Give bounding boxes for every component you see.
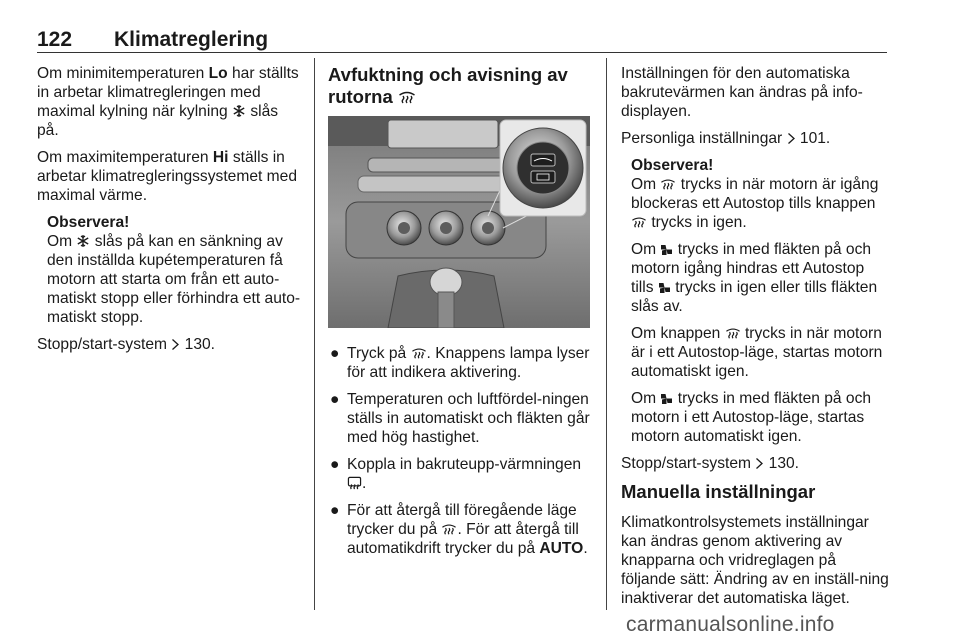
paragraph: Inställningen för den automatiska bakrutevärmen kan ändras på info-displayen. <box>621 65 863 120</box>
cross-reference[interactable]: Stopp/start-system 130. <box>37 336 216 353</box>
note-text: Om slås på kan en sänkning av den inställda kupétemperaturen få motorn att starta om från ett auto-matiskt stopp eller förhindra ett auto-matiskt stopp. <box>47 233 301 326</box>
note-title: Observera! <box>631 157 714 174</box>
note-text: Om knappen trycks in när motorn är i ett Autostop-läge, startas motorn automatiskt igen. <box>631 325 883 380</box>
page-number: 122 <box>37 28 73 51</box>
list-item: ● Tryck på . Knappens lampa lyser för att indikera aktivering. <box>330 345 590 381</box>
page-reference-arrow-icon <box>755 457 764 470</box>
climate-control-panel-photo <box>328 116 590 328</box>
note-title: Observera! <box>47 214 130 231</box>
note-text: Om trycks in med fläkten på och motorn i ett Autostop-läge, startas motorn automatiskt igen. <box>631 390 872 445</box>
paragraph: Klimatkontrolsystemets inställningar kan ändras genom aktivering av knapparna och vridreglagen på följande sätt: Ändring av en inställ-ning inaktiverar det automatiska läget. <box>621 514 889 607</box>
column-2 <box>328 64 594 566</box>
cross-reference[interactable]: Personliga inställningar 101. <box>621 130 831 147</box>
list-item: ● Koppla in bakruteupp-värmningen . <box>330 456 582 492</box>
column-divider <box>606 58 607 610</box>
column-divider <box>314 58 315 610</box>
bullet-list <box>328 344 594 558</box>
watermark-text: carmanualsonline.info <box>626 613 835 636</box>
note-box <box>631 156 889 446</box>
note-text: Om trycks in med fläkten på och motorn igång hindras ett Autostop tills trycks in igen eller tills fläkten slås av. <box>631 241 878 315</box>
snowflake-icon <box>76 234 90 248</box>
windscreen-defrost-icon <box>660 177 676 191</box>
fan-icon <box>660 243 673 256</box>
page-reference-arrow-icon <box>171 338 180 351</box>
windscreen-defrost-icon <box>725 326 741 340</box>
rear-window-defrost-icon <box>347 476 362 490</box>
paragraph: Om minimitemperaturen Lo har ställts in arbetar klimatregleringen med maximal kylning när kylning slås på. <box>37 65 299 139</box>
list-item: ● För att återgå till föregående läge trycker du på . För att återgå till automatikdrift trycker du på AUTO. <box>330 502 588 557</box>
note-box <box>47 213 303 327</box>
windscreen-defrost-icon <box>398 89 416 105</box>
chapter-title: Klimatreglering <box>114 28 269 51</box>
section-heading: Avfuktning och avisning av rutorna <box>328 64 568 107</box>
section-heading: Manuella inställningar <box>621 481 816 502</box>
note-text: Om trycks in när motorn är igång blockeras ett Autostop tills knappen trycks in igen. <box>631 176 879 231</box>
column-1 <box>37 64 303 362</box>
column-3 <box>621 64 889 616</box>
windscreen-defrost-icon <box>441 522 457 536</box>
cross-reference[interactable]: Stopp/start-system 130. <box>621 455 800 472</box>
paragraph: Om maximitemperaturen Hi ställs in arbetar klimatregleringssystemet med maximal värme. <box>37 149 297 204</box>
windscreen-defrost-icon <box>411 346 427 360</box>
snowflake-icon <box>232 104 246 118</box>
list-item: ● Temperaturen och luftfördel-ningen ställs in automatiskt och fläkten går med hög hastighet. <box>330 391 590 446</box>
page-header <box>37 24 887 53</box>
windscreen-defrost-icon <box>631 215 647 229</box>
fan-icon <box>658 281 671 294</box>
page-reference-arrow-icon <box>787 132 796 145</box>
fan-icon <box>660 392 673 405</box>
